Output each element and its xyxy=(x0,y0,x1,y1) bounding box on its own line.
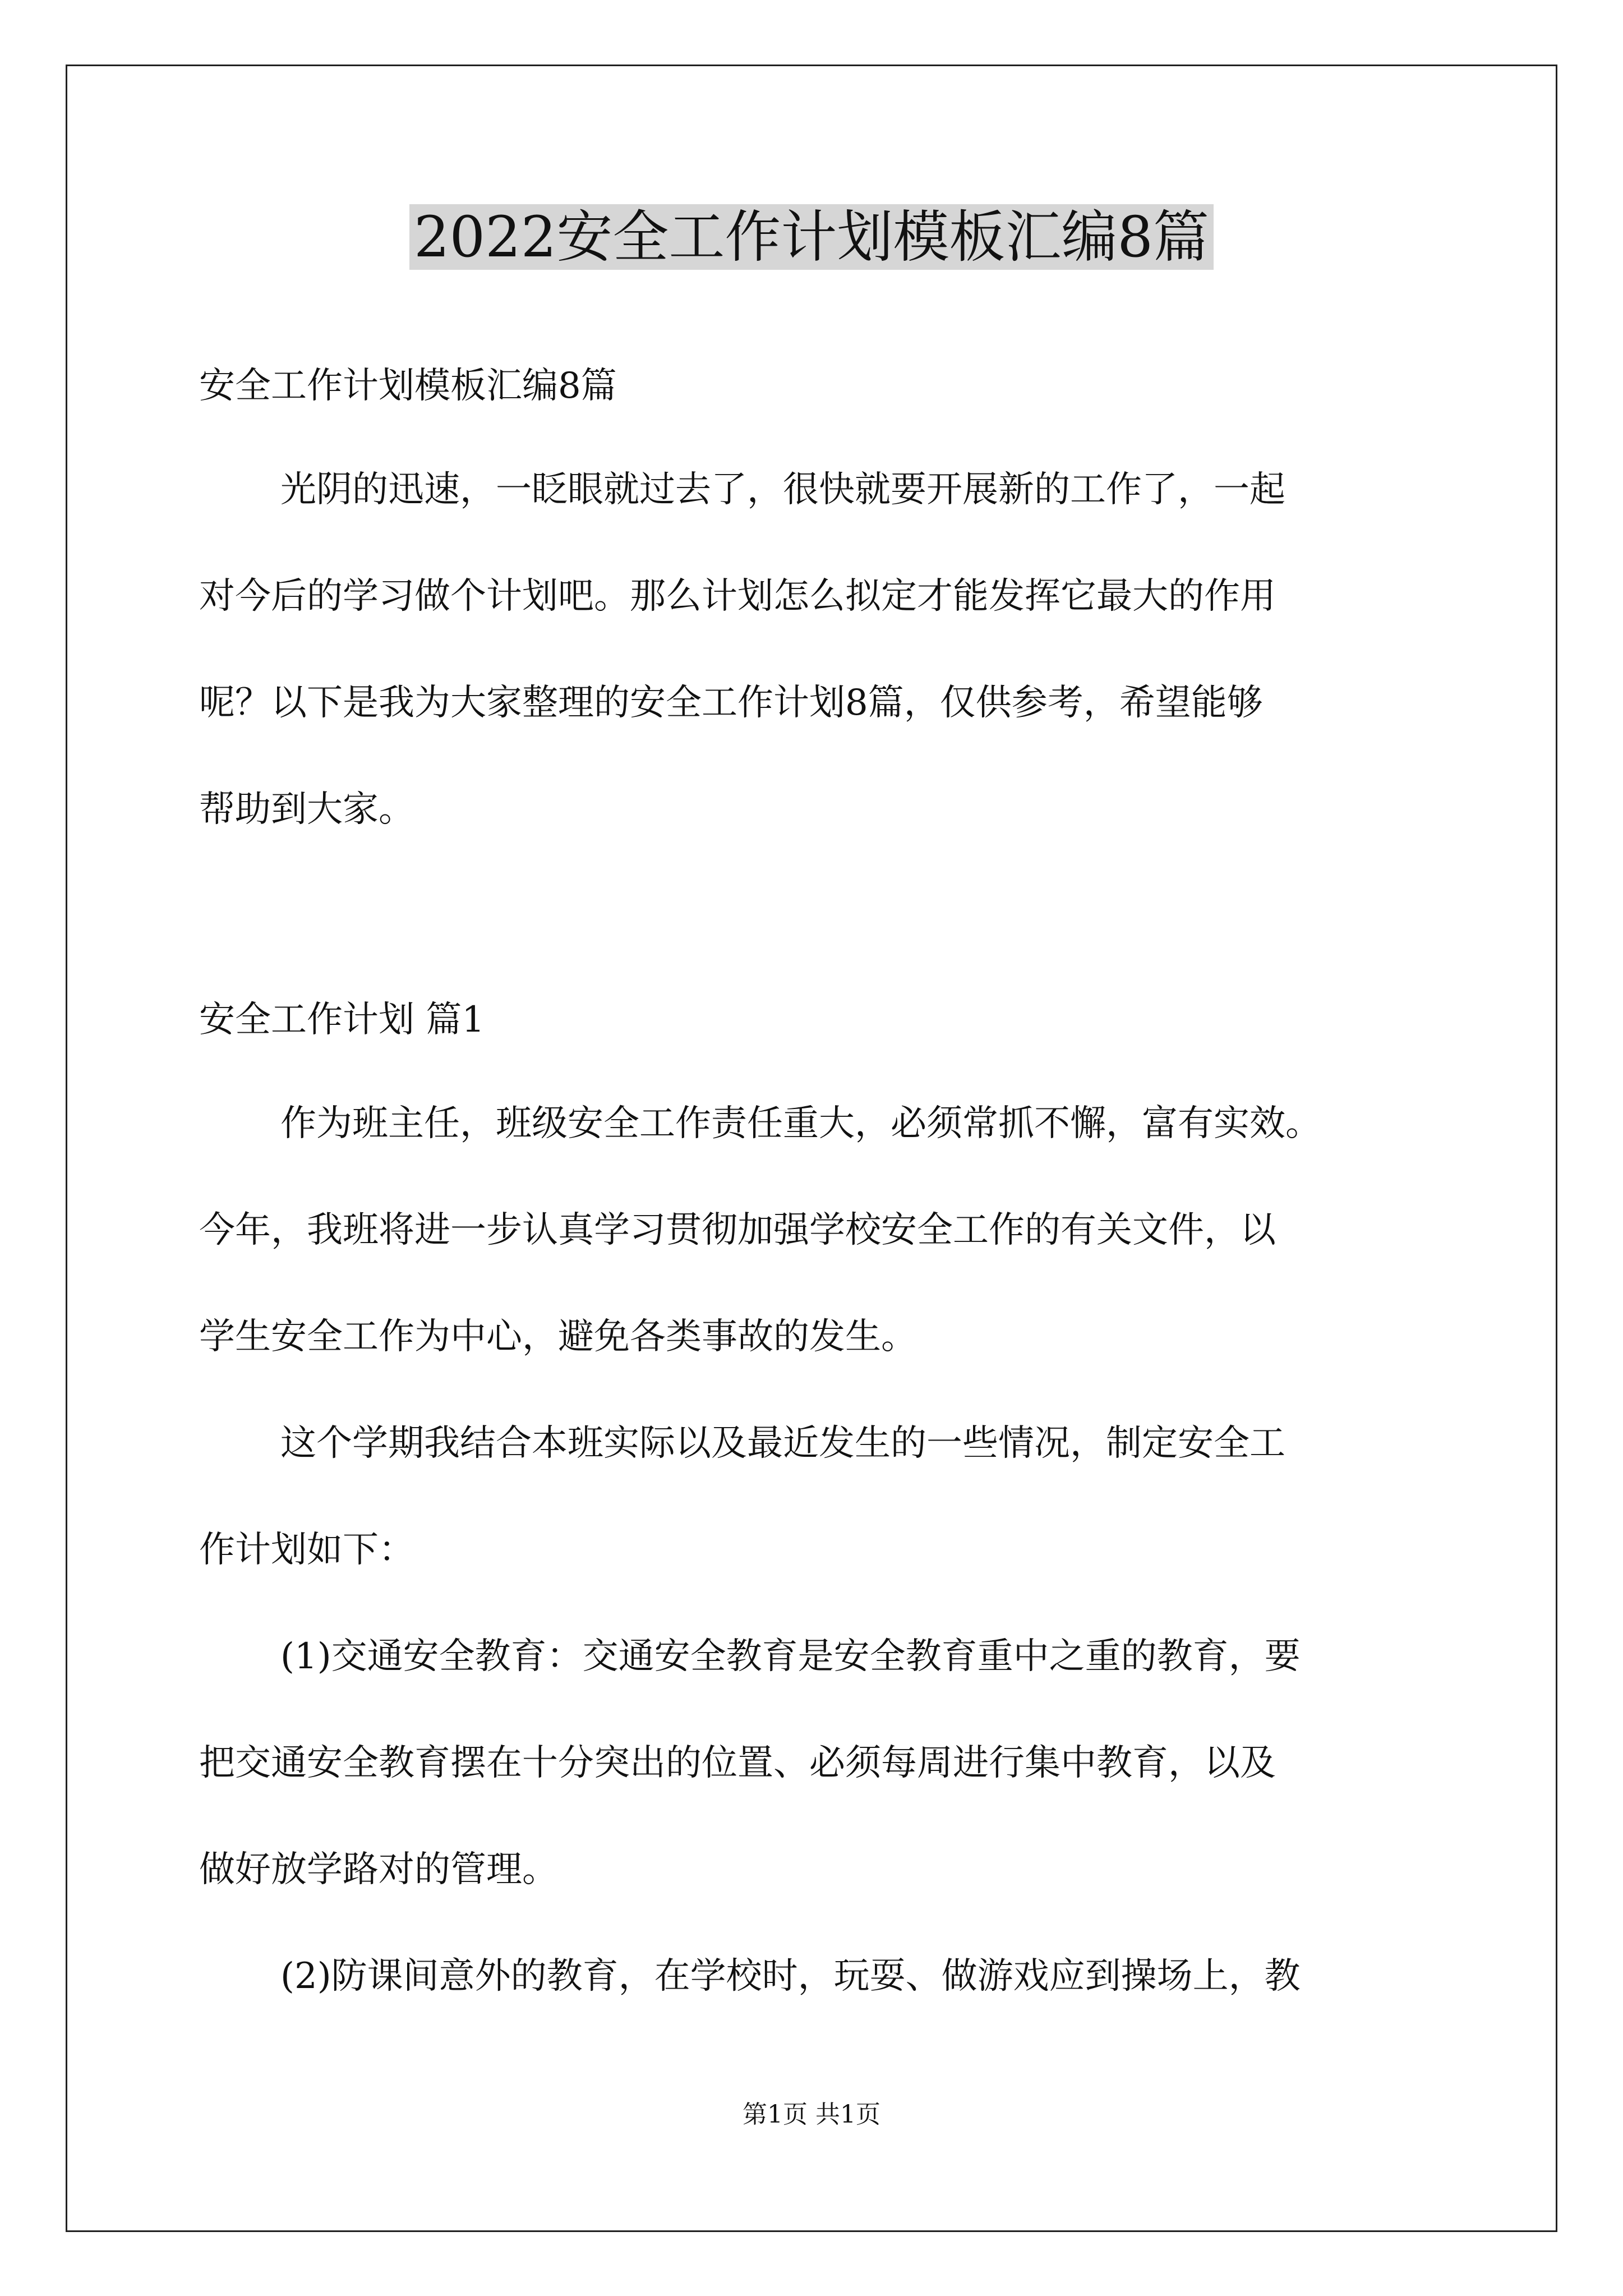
section-line: 学生安全工作为中心，避免各类事故的发生。 xyxy=(199,1316,917,1358)
page-footer: 第1页 共1页 xyxy=(743,2100,880,2129)
intro-line: 对今后的学习做个计划吧。那么计划怎么拟定才能发挥它最大的作用 xyxy=(199,576,1276,617)
section-line: 把交通安全教育摆在十分突出的位置、必须每周进行集中教育，以及 xyxy=(199,1742,1276,1784)
intro-line: 呢？以下是我为大家整理的安全工作计划8篇，仅供参考，希望能够 xyxy=(199,682,1263,724)
section-line: 这个学期我结合本班实际以及最近发生的一些情况，制定安全工 xyxy=(280,1423,1285,1464)
section-line: 今年，我班将进一步认真学习贯彻加强学校安全工作的有关文件，以 xyxy=(199,1209,1276,1251)
document-title xyxy=(0,201,1623,274)
section-line: 作计划如下： xyxy=(199,1529,414,1571)
section-line: (2)防课间意外的教育，在学校时，玩耍、做游戏应到操场上，教 xyxy=(280,1955,1301,1997)
intro-line: 帮助到大家。 xyxy=(199,789,414,830)
intro-line: 光阴的迅速，一眨眼就过去了，很快就要开展新的工作了，一起 xyxy=(280,469,1285,510)
section-line: 做好放学路对的管理。 xyxy=(199,1849,558,1890)
subtitle: 安全工作计划模板汇编8篇 xyxy=(199,365,617,407)
section-heading: 安全工作计划 篇1 xyxy=(199,999,485,1041)
section-line: 作为班主任，班级安全工作责任重大，必须常抓不懈，富有实效。 xyxy=(280,1103,1321,1144)
document-title-text: 2022安全工作计划模板汇编8篇 xyxy=(409,204,1214,270)
section-line: (1)交通安全教育：交通安全教育是安全教育重中之重的教育，要 xyxy=(280,1636,1301,1677)
